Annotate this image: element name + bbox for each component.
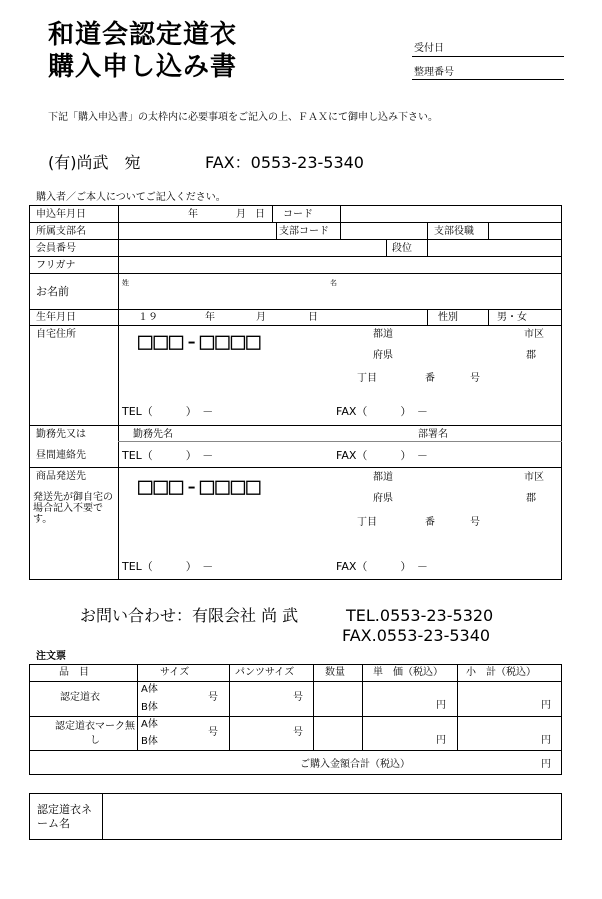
order-header-pants: パンツサイズ [235, 667, 295, 678]
ship-label: 商品発送先 [36, 471, 86, 482]
application-date-field[interactable] [120, 206, 270, 221]
order-header-qty: 数量 [325, 667, 345, 678]
instruction-text: 下記「購入申込書」の太枠内に必要事項をご記入の上、ＦＡＸにて御申し込み下さい。 [48, 112, 438, 123]
work-tel[interactable]: TEL（ ） － [122, 449, 214, 462]
size-b: B体 [141, 702, 158, 713]
order-header-subtotal: 小 計（税込） [466, 667, 536, 678]
ship-ban: 番 [425, 517, 435, 528]
form-title-line2: 購入申し込み書 [48, 52, 238, 82]
name-field[interactable] [120, 274, 561, 308]
unit-price-yen: 円 [436, 735, 446, 746]
sex-label: 性別 [438, 312, 458, 323]
department-label: 部署名 [418, 429, 448, 440]
subtotal-yen: 円 [541, 735, 551, 746]
size-go: 号 [208, 692, 218, 703]
birth-label: 生年月日 [36, 312, 76, 323]
ship-chome: 丁目 [357, 517, 377, 528]
day-label: 日 [255, 209, 265, 220]
table-row-item: 認定道衣マーク無し [55, 721, 135, 746]
member-no-label: 会員番号 [36, 243, 76, 254]
branch-code-label: 支部コード [279, 226, 329, 237]
addressee: (有)尚武 宛 [48, 153, 141, 172]
given-name-label: 名 [330, 279, 337, 287]
code-label: コード [283, 209, 313, 220]
work-fax[interactable]: FAX（ ） － [336, 449, 428, 462]
order-header-item: 品 目 [59, 667, 89, 678]
subtotal-yen: 円 [541, 700, 551, 711]
total-label: ご購入金額合計（税込） [300, 759, 410, 770]
furigana-label: フリガナ [36, 260, 76, 271]
home-tel[interactable]: TEL（ ） － [122, 405, 214, 418]
member-no-field[interactable] [120, 240, 385, 255]
form-title-line1: 和道会認定道衣 [48, 20, 238, 50]
home-pref-bottom: 府県 [373, 350, 393, 361]
reference-no-line[interactable] [412, 79, 564, 80]
order-header-unit-price: 単 価（税込） [373, 667, 443, 678]
work-label-2: 昼間連絡先 [36, 450, 86, 461]
home-ban: 番 [425, 373, 435, 384]
branch-name-label: 所属支部名 [36, 226, 86, 237]
size-a: A体 [141, 719, 158, 730]
birth-field[interactable] [120, 310, 426, 324]
home-go: 号 [470, 373, 480, 384]
home-city-bottom: 郡 [526, 350, 536, 361]
branch-code-field[interactable] [341, 223, 426, 238]
furigana-field[interactable] [120, 257, 561, 272]
work-label-1: 勤務先又は [36, 429, 86, 440]
purchaser-section-label: 購入者／ご本人についてご記入ください。 [36, 192, 226, 203]
birth-day-label: 日 [308, 312, 318, 323]
pants-go: 号 [293, 692, 303, 703]
birth-year-label: 年 [205, 312, 215, 323]
rank-label: 段位 [392, 243, 412, 254]
year-label: 年 [188, 209, 198, 220]
name-tag-field[interactable] [104, 795, 560, 838]
code-field[interactable] [341, 206, 561, 221]
contact-label: お問い合わせ：有限会社 尚 武 [80, 606, 299, 625]
size-go: 号 [208, 727, 218, 738]
size-a: A体 [141, 684, 158, 695]
ship-zip-field[interactable]: □□□-□□□□ [138, 472, 262, 500]
home-city-top: 市区 [524, 329, 544, 340]
ship-pref-top: 都道 [373, 472, 393, 483]
month-label: 月 [236, 209, 246, 220]
received-date-label: 受付日 [414, 43, 444, 54]
home-chome: 丁目 [357, 373, 377, 384]
label-column-divider [118, 205, 119, 580]
ship-city-bottom: 郡 [526, 493, 536, 504]
ship-go: 号 [470, 517, 480, 528]
home-fax[interactable]: FAX（ ） － [336, 405, 428, 418]
branch-role-field[interactable] [489, 223, 561, 238]
home-address-label: 自宅住所 [36, 329, 76, 340]
ship-fax[interactable]: FAX（ ） － [336, 560, 428, 573]
unit-price-yen: 円 [436, 700, 446, 711]
sex-options[interactable]: 男・女 [497, 312, 527, 323]
birth-prefix: １９ [138, 312, 158, 323]
addressee-fax: FAX：0553-23-5340 [205, 153, 364, 172]
reference-no-label: 整理番号 [414, 67, 454, 78]
work-name-label: 勤務先名 [133, 429, 173, 440]
ship-city-top: 市区 [524, 472, 544, 483]
received-date-line[interactable] [412, 56, 564, 57]
birth-month-label: 月 [256, 312, 266, 323]
order-header-size: サイズ [160, 667, 190, 678]
size-b: B体 [141, 736, 158, 747]
rank-field[interactable] [428, 240, 561, 255]
table-row-item: 認定道衣 [60, 692, 100, 703]
ship-note: 発送先が御自宅の場合記入不要です。 [33, 492, 113, 525]
name-tag-label: 認定道衣ネーム名 [37, 803, 92, 830]
surname-label: 姓 [122, 279, 129, 287]
ship-pref-bottom: 府県 [373, 493, 393, 504]
order-section-label: 注文票 [36, 651, 66, 662]
contact-fax: FAX.0553-23-5340 [342, 626, 491, 645]
home-zip-field[interactable]: □□□-□□□□ [138, 327, 262, 355]
total-yen: 円 [541, 759, 551, 770]
application-date-label: 申込年月日 [36, 209, 86, 220]
branch-name-field[interactable] [120, 223, 275, 238]
contact-tel: TEL.0553-23-5320 [346, 606, 494, 625]
ship-tel[interactable]: TEL（ ） － [122, 560, 214, 573]
branch-role-label: 支部役職 [434, 226, 474, 237]
name-label: お名前 [36, 285, 69, 298]
home-pref-top: 都道 [373, 329, 393, 340]
pants-go: 号 [293, 727, 303, 738]
